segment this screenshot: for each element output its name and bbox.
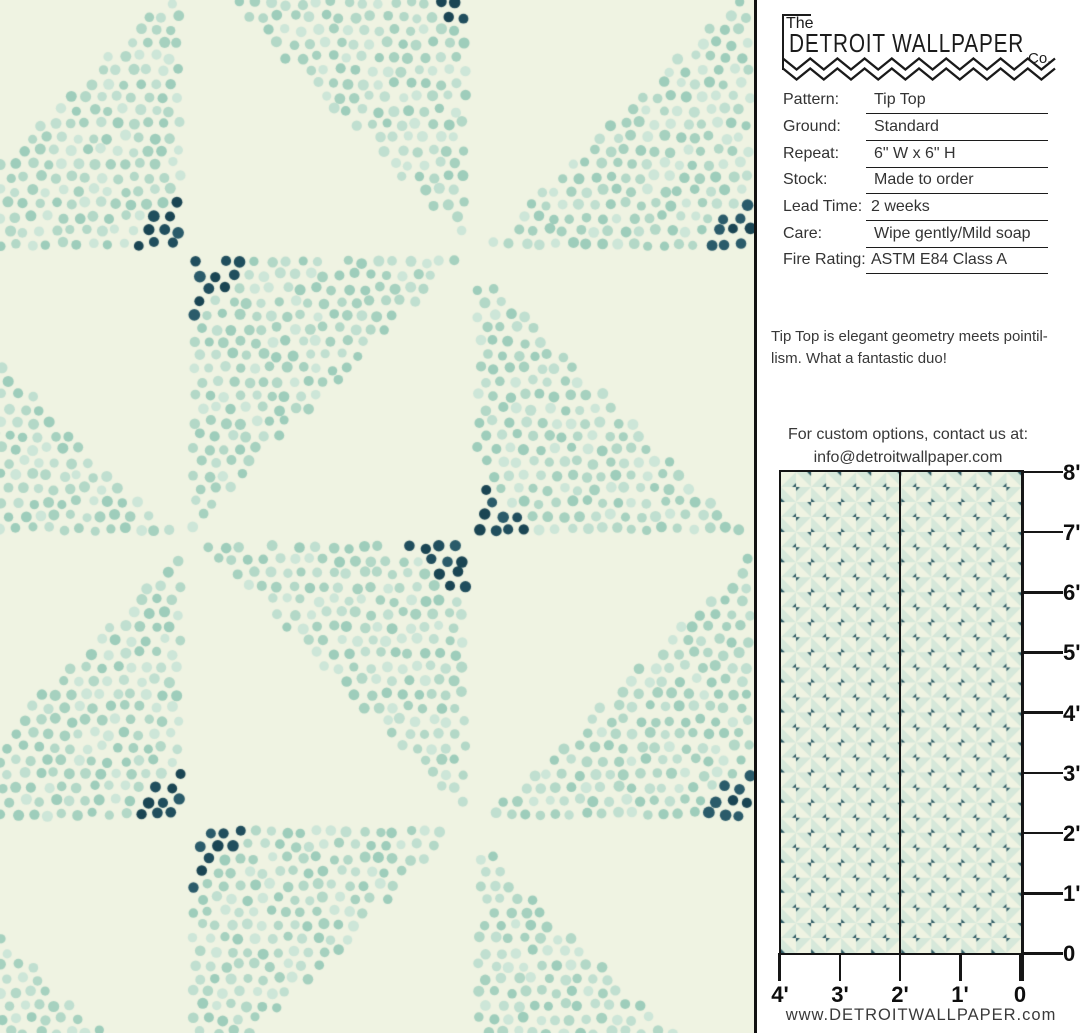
spec-label: Care: bbox=[783, 225, 823, 242]
contact-text: For custom options, contact us at: bbox=[787, 426, 1029, 443]
logo-the: The bbox=[786, 15, 814, 32]
spec-underline bbox=[866, 193, 1048, 195]
ruler-tick bbox=[778, 953, 781, 981]
spec-row bbox=[0, 251, 1080, 277]
description-line: lism. What a fantastic duo! bbox=[771, 349, 947, 367]
ruler-tick bbox=[899, 953, 902, 981]
ruler-tick bbox=[1021, 711, 1063, 714]
spec-row bbox=[0, 145, 1080, 171]
ruler-tick bbox=[959, 953, 962, 981]
spec-label: Repeat: bbox=[783, 145, 840, 162]
spec-value: Made to order bbox=[874, 171, 974, 188]
ruler-label: 3' bbox=[831, 982, 849, 1007]
spec-underline bbox=[866, 140, 1048, 142]
spec-underline bbox=[866, 113, 1048, 115]
contact-note bbox=[758, 424, 1058, 469]
spec-value: Standard bbox=[874, 118, 939, 135]
spec-value: ASTM E84 Class A bbox=[871, 251, 1008, 268]
spec-value: Wipe gently/Mild soap bbox=[874, 225, 1031, 242]
ruler-tick bbox=[1021, 531, 1063, 534]
spec-value: 6" W x 6" H bbox=[874, 145, 956, 162]
vertical-ruler-line bbox=[1021, 470, 1024, 981]
ruler-label: 2' bbox=[891, 982, 909, 1007]
ruler-label: 4' bbox=[771, 982, 789, 1007]
panel-width-divider bbox=[899, 472, 901, 953]
contact-email[interactable]: info@detroitwallpaper.com bbox=[813, 448, 1003, 466]
ruler-label: 1' bbox=[951, 982, 969, 1007]
ruler-label: 3' bbox=[1063, 761, 1080, 786]
website-link[interactable]: www.DETROITWALLPAPER.com bbox=[785, 1006, 1057, 1024]
spec-underline bbox=[866, 167, 1048, 169]
ruler-tick bbox=[1021, 832, 1063, 835]
logo-co: Co. bbox=[1028, 50, 1052, 67]
ruler-tick bbox=[1021, 892, 1063, 895]
spec-label: Fire Rating: bbox=[783, 251, 866, 268]
ruler-tick bbox=[1021, 772, 1063, 775]
spec-label: Lead Time: bbox=[783, 198, 863, 215]
ruler-label: 2' bbox=[1063, 821, 1080, 846]
ruler-label: 1' bbox=[1063, 881, 1080, 906]
ruler-tick bbox=[1019, 953, 1022, 981]
ruler-tick bbox=[839, 953, 842, 981]
ruler-label: 0 bbox=[1063, 941, 1076, 966]
ruler-tick bbox=[1021, 471, 1063, 474]
ruler-tick bbox=[1021, 651, 1063, 654]
ruler-tick bbox=[1021, 952, 1063, 955]
spec-underline bbox=[866, 220, 1048, 222]
spec-row bbox=[0, 118, 1080, 144]
spec-row bbox=[0, 171, 1080, 197]
spec-row bbox=[0, 225, 1080, 251]
spec-value: Tip Top bbox=[874, 91, 926, 108]
ruler-label: 7' bbox=[1063, 520, 1080, 545]
spec-row bbox=[0, 91, 1080, 117]
spec-label: Ground: bbox=[783, 118, 841, 135]
ruler-label: 8' bbox=[1063, 460, 1080, 485]
ruler-label: 5' bbox=[1063, 640, 1080, 665]
brand-name: DETROIT WALLPAPER bbox=[789, 28, 1025, 58]
spec-value: 2 weeks bbox=[871, 198, 930, 215]
ruler-label: 6' bbox=[1063, 580, 1080, 605]
ruler-label: 0 bbox=[1013, 982, 1027, 1007]
ruler-tick bbox=[1021, 591, 1063, 594]
spec-label: Pattern: bbox=[783, 91, 840, 108]
ruler-label: 4' bbox=[1063, 701, 1080, 726]
spec-row bbox=[0, 198, 1080, 224]
pattern-description bbox=[771, 326, 1075, 369]
spec-label: Stock: bbox=[783, 171, 828, 188]
zigzag-icon bbox=[782, 55, 1056, 84]
description-line: Tip Top is elegant geometry meets pointil- bbox=[771, 328, 1048, 345]
spec-underline bbox=[866, 247, 1048, 249]
spec-underline bbox=[866, 273, 1048, 275]
